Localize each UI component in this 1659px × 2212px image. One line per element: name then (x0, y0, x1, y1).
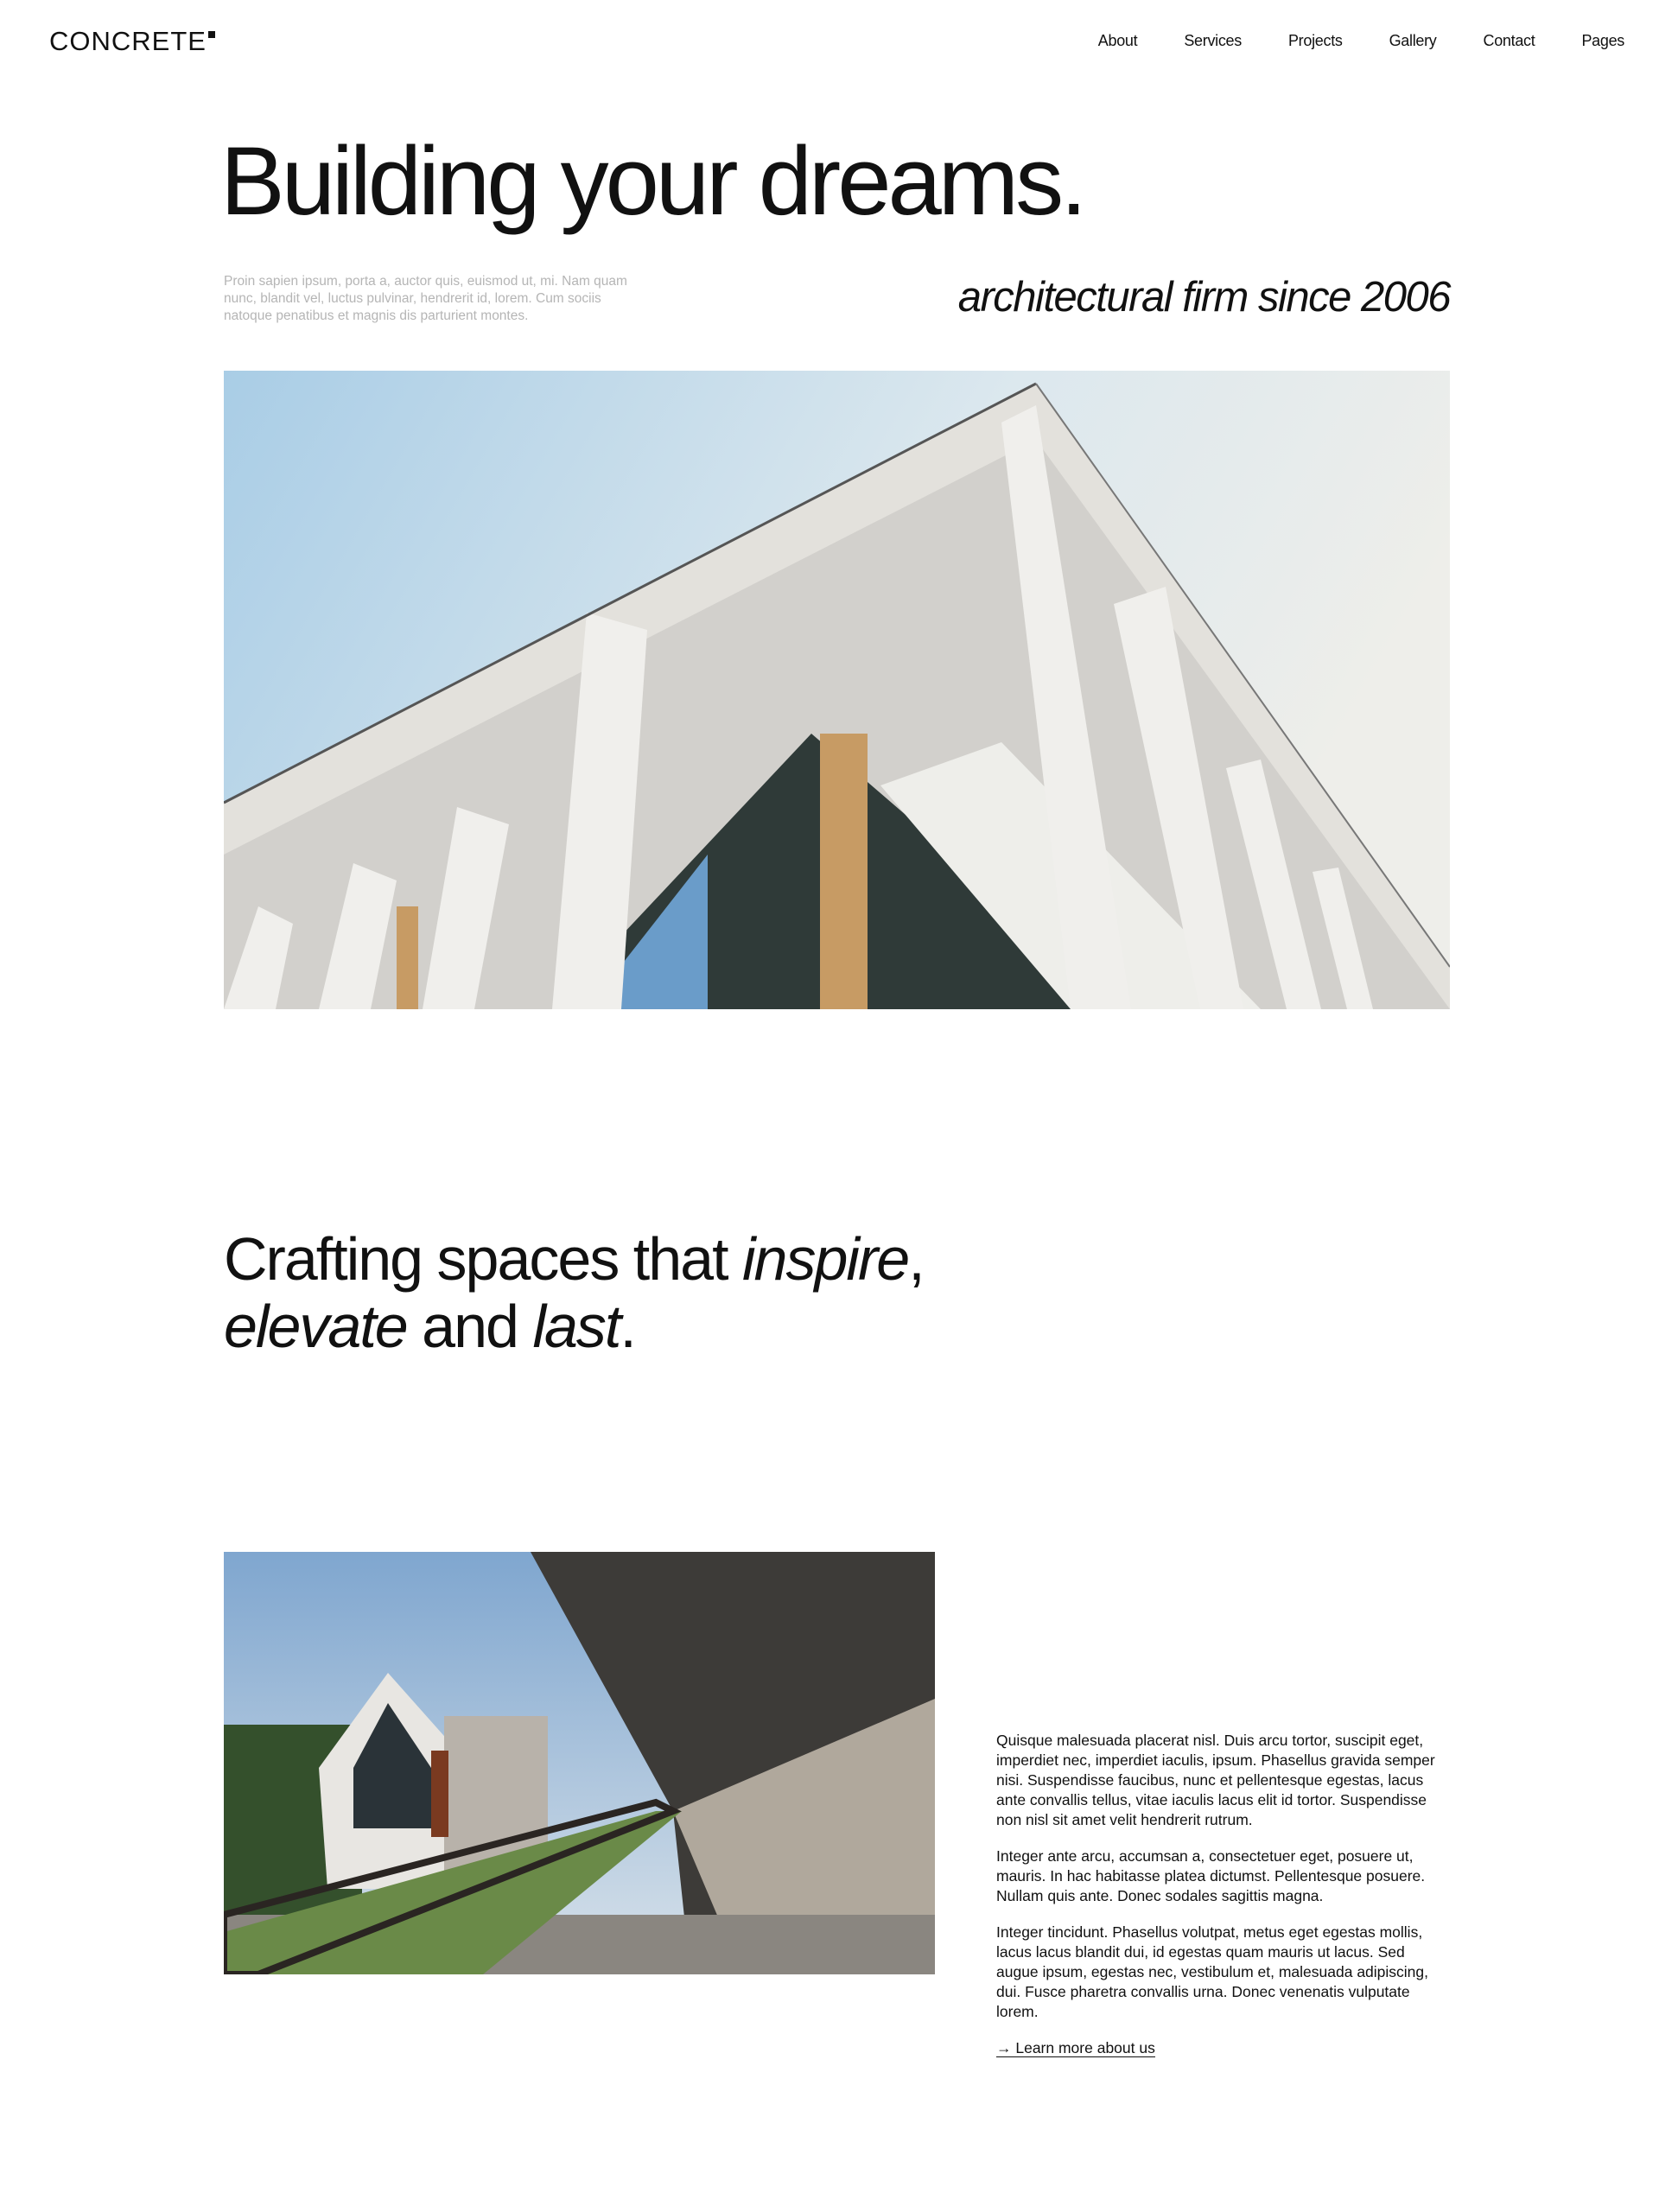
nav-about[interactable]: About (1097, 32, 1138, 49)
learn-more-link[interactable]: → Learn more about us (996, 2039, 1155, 2056)
about-paragraph: Integer tincidunt. Phasellus volutpat, metus eget egestas mollis, lacus lacus blandit dui, id egestas quam mauris ut lacus. Sed augue ipsum, egestas nec, vestibulum et, malesuada adipiscing, dui. Fusce pharetra convallis urna. Donec venenatis vulputate lorem. (996, 1923, 1429, 2020)
logo-square-mark (208, 31, 215, 38)
nav-gallery[interactable]: Gallery (1389, 32, 1437, 49)
nav-projects[interactable]: Projects (1287, 32, 1343, 49)
hero-tagline: architectural firm since 2006 (957, 274, 1450, 321)
main-nav (1098, 32, 1624, 50)
hero-title: Building your dreams. (220, 127, 1084, 235)
logo[interactable]: CONCRETE (49, 26, 215, 57)
nav-contact[interactable]: Contact (1483, 32, 1535, 49)
about-text (996, 1731, 1446, 2058)
hero-building-image (224, 371, 1450, 1009)
about-paragraph: Integer ante arcu, accumsan a, consectetuer eget, posuere ut, mauris. In hac habitasse platea dictumst. Pellentesque posuere. Nullam quis ante. Donec sodales sagittis magna. (996, 1847, 1426, 1904)
nav-services[interactable]: Services (1184, 32, 1242, 49)
nav-pages[interactable]: Pages (1581, 32, 1624, 49)
section-heading: Crafting spaces that inspire, elevate and last. (224, 1225, 924, 1360)
house-corridor-image (224, 1552, 935, 1974)
hero-intro: Proin sapien ipsum, porta a, auctor quis, euismod ut, mi. Nam quam nunc, blandit vel, luctus pulvinar, hendrerit id, lorem. Cum sociis natoque penatibus et magnis dis parturient montes. (224, 274, 627, 323)
about-paragraph: Quisque malesuada placerat nisl. Duis arcu tortor, suscipit eget, imperdiet nec, imperdiet iaculis, ipsum. Phasellus gravida semper nisi. Suspendisse faucibus, nunc et pellentesque egestas, lacus ante convallis tellus, vitae iaculis lacus elit id tortor. Suspendisse non nisl sit amet velit hendrerit rutrum. (996, 1732, 1435, 1828)
